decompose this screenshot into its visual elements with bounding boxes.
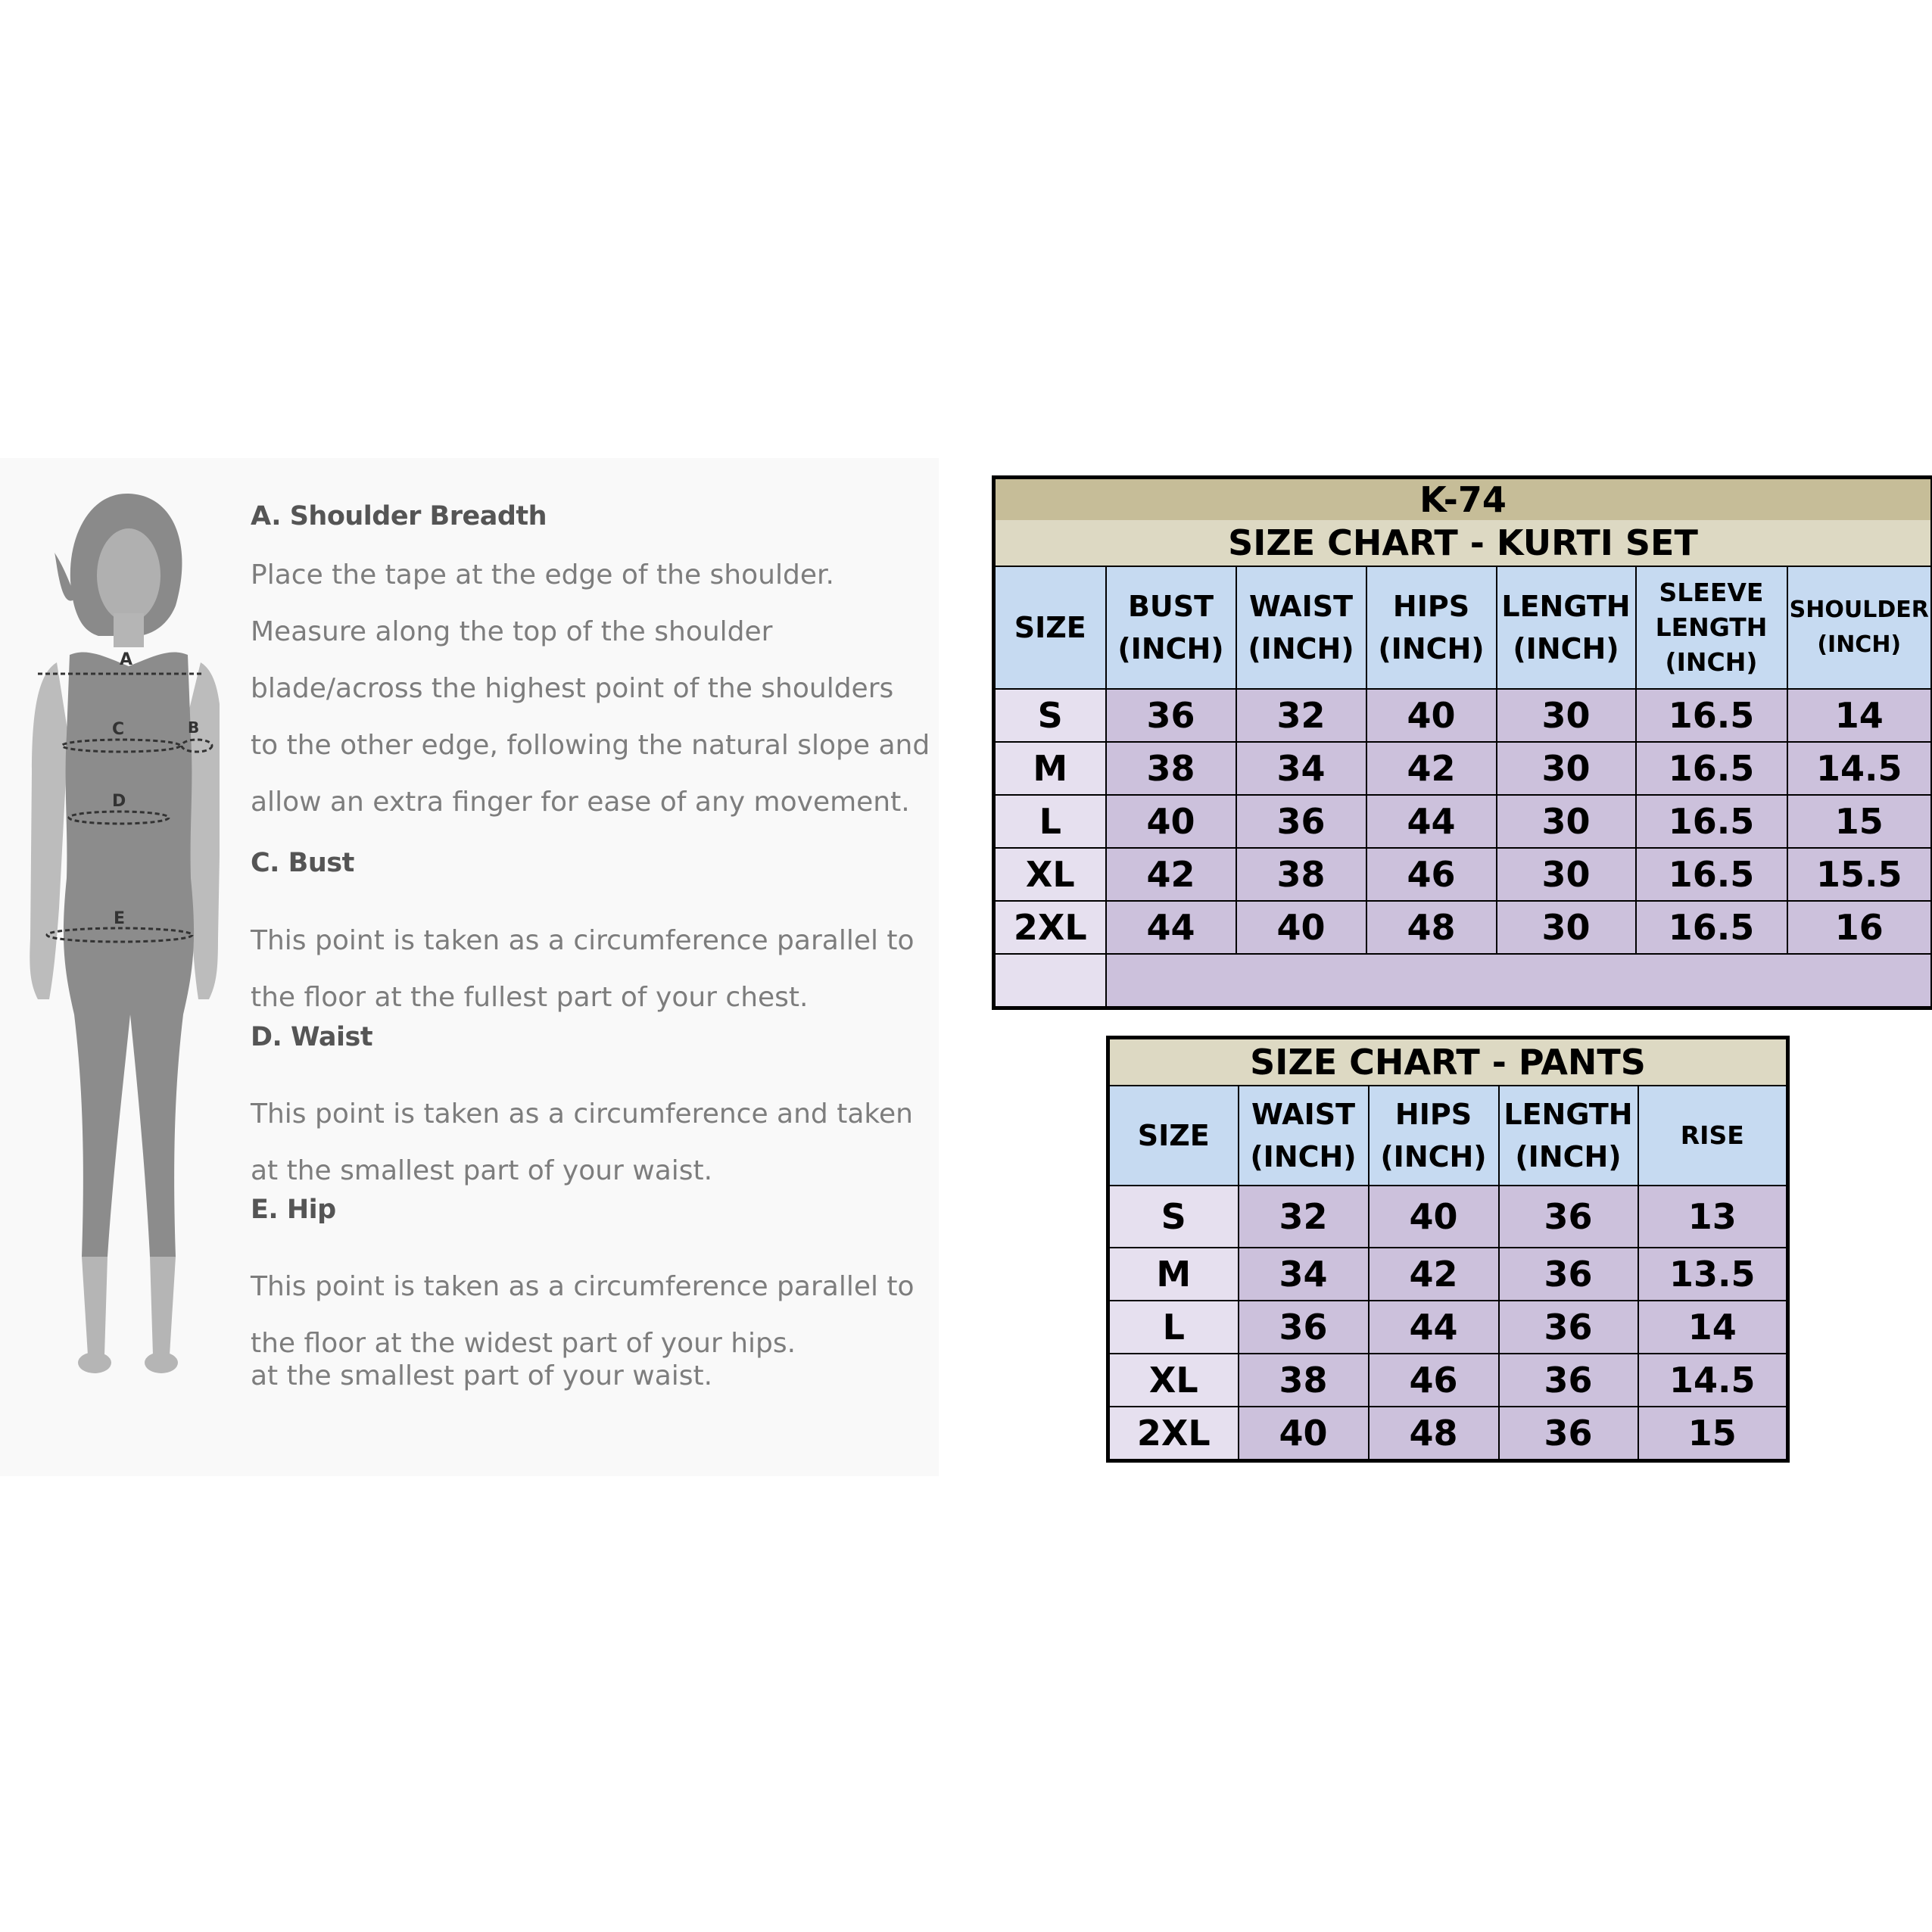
kurti-value-cell: 48 bbox=[1366, 901, 1497, 954]
kurti-value-cell: 16.5 bbox=[1636, 742, 1787, 795]
pants-value-cell: 13 bbox=[1638, 1186, 1788, 1248]
kurti-row bbox=[994, 848, 1932, 901]
pants-value-cell: 34 bbox=[1239, 1248, 1369, 1301]
pants-value-cell: 14 bbox=[1638, 1301, 1788, 1354]
kurti-value-cell: 16.5 bbox=[1636, 795, 1787, 848]
kurti-value-cell: 34 bbox=[1236, 742, 1366, 795]
pants-value-cell: 36 bbox=[1499, 1407, 1638, 1461]
pants-value-cell: 42 bbox=[1369, 1248, 1499, 1301]
kurti-size-cell: S bbox=[994, 689, 1106, 742]
pants-header-size: SIZE bbox=[1108, 1086, 1239, 1186]
kurti-size-cell: XL bbox=[994, 848, 1106, 901]
pants-value-cell: 36 bbox=[1499, 1186, 1638, 1248]
kurti-size-chart bbox=[992, 475, 1932, 1010]
pants-value-cell: 36 bbox=[1499, 1354, 1638, 1407]
pants-header-rise: RISE bbox=[1638, 1086, 1788, 1186]
body-figure-illustration bbox=[15, 485, 220, 1378]
hip-heading: E. Hip bbox=[251, 1195, 336, 1225]
pants-value-cell: 38 bbox=[1239, 1354, 1369, 1407]
kurti-value-cell: 44 bbox=[1106, 901, 1236, 954]
kurti-value-cell: 36 bbox=[1236, 795, 1366, 848]
kurti-empty-row bbox=[994, 954, 1932, 1008]
pants-value-cell: 36 bbox=[1499, 1301, 1638, 1354]
kurti-row bbox=[994, 901, 1932, 954]
kurti-code: K-74 bbox=[994, 478, 1932, 521]
pants-row bbox=[1108, 1407, 1788, 1461]
pants-value-cell: 32 bbox=[1239, 1186, 1369, 1248]
kurti-value-cell: 30 bbox=[1497, 795, 1636, 848]
kurti-header-bust: BUST (INCH) bbox=[1106, 566, 1236, 689]
bust-text: This point is taken as a circumference parallel to the floor at the fullest part of your chest. bbox=[251, 925, 915, 1013]
pants-value-cell: 36 bbox=[1499, 1248, 1638, 1301]
kurti-value-cell: 14 bbox=[1787, 689, 1932, 742]
kurti-empty-size-cell bbox=[994, 954, 1106, 1008]
kurti-header-waist: WAIST (INCH) bbox=[1236, 566, 1366, 689]
kurti-value-cell: 30 bbox=[1497, 901, 1636, 954]
pants-row bbox=[1108, 1248, 1788, 1301]
pants-value-cell: 14.5 bbox=[1638, 1354, 1788, 1407]
kurti-value-cell: 16.5 bbox=[1636, 848, 1787, 901]
pants-header-row bbox=[1108, 1086, 1788, 1186]
kurti-header-row bbox=[994, 566, 1932, 689]
pants-value-cell: 44 bbox=[1369, 1301, 1499, 1354]
kurti-empty-value-cell bbox=[1106, 954, 1932, 1008]
figure-right-leg bbox=[150, 1257, 176, 1355]
kurti-value-cell: 30 bbox=[1497, 689, 1636, 742]
kurti-value-cell: 32 bbox=[1236, 689, 1366, 742]
kurti-value-cell: 38 bbox=[1106, 742, 1236, 795]
kurti-value-cell: 40 bbox=[1366, 689, 1497, 742]
shoulder-breadth-heading: A. Shoulder Breadth bbox=[251, 501, 547, 531]
waist-heading: D. Waist bbox=[251, 1022, 373, 1052]
kurti-value-cell: 36 bbox=[1106, 689, 1236, 742]
kurti-title: SIZE CHART - KURTI SET bbox=[994, 520, 1932, 566]
kurti-value-cell: 30 bbox=[1497, 848, 1636, 901]
kurti-header-sleeve: SLEEVE LENGTH (INCH) bbox=[1636, 566, 1787, 689]
kurti-size-cell: L bbox=[994, 795, 1106, 848]
kurti-value-cell: 30 bbox=[1497, 742, 1636, 795]
pants-row bbox=[1108, 1186, 1788, 1248]
pants-header-length: LENGTH (INCH) bbox=[1499, 1086, 1638, 1186]
figure-left-leg bbox=[82, 1257, 108, 1355]
kurti-value-cell: 42 bbox=[1366, 742, 1497, 795]
figure-right-foot bbox=[145, 1352, 178, 1373]
kurti-value-cell: 44 bbox=[1366, 795, 1497, 848]
kurti-size-cell: M bbox=[994, 742, 1106, 795]
kurti-value-cell: 16.5 bbox=[1636, 689, 1787, 742]
kurti-header-shoulder: SHOULDER (INCH) bbox=[1787, 566, 1932, 689]
pants-value-cell: 40 bbox=[1239, 1407, 1369, 1461]
pants-header-waist: WAIST (INCH) bbox=[1239, 1086, 1369, 1186]
pants-value-cell: 15 bbox=[1638, 1407, 1788, 1461]
pants-value-cell: 40 bbox=[1369, 1186, 1499, 1248]
pants-row bbox=[1108, 1301, 1788, 1354]
kurti-header-size: SIZE bbox=[994, 566, 1106, 689]
kurti-value-cell: 14.5 bbox=[1787, 742, 1932, 795]
pants-size-cell: XL bbox=[1108, 1354, 1239, 1407]
kurti-size-cell: 2XL bbox=[994, 901, 1106, 954]
bust-heading: C. Bust bbox=[251, 848, 354, 878]
figure-outfit bbox=[64, 652, 194, 1257]
figure-label-c: C bbox=[112, 720, 125, 739]
pants-row bbox=[1108, 1354, 1788, 1407]
pants-value-cell: 36 bbox=[1239, 1301, 1369, 1354]
figure-left-arm bbox=[30, 662, 68, 999]
kurti-header-hips: HIPS (INCH) bbox=[1366, 566, 1497, 689]
hip-text-extra: at the smallest part of your waist. bbox=[251, 1360, 713, 1391]
kurti-value-cell: 40 bbox=[1106, 795, 1236, 848]
hip-text: This point is taken as a circumference parallel to the floor at the widest part of your hips. bbox=[251, 1271, 915, 1359]
kurti-value-cell: 38 bbox=[1236, 848, 1366, 901]
kurti-value-cell: 16.5 bbox=[1636, 901, 1787, 954]
figure-neck bbox=[114, 613, 144, 647]
pants-title: SIZE CHART - PANTS bbox=[1108, 1038, 1788, 1086]
figure-label-d: D bbox=[112, 792, 126, 811]
waist-text: This point is taken as a circumference and taken at the smallest part of your waist. bbox=[251, 1098, 913, 1186]
kurti-value-cell: 15.5 bbox=[1787, 848, 1932, 901]
figure-label-e: E bbox=[114, 909, 126, 928]
shoulder-breadth-text: Place the tape at the edge of the shoulder. Measure along the top of the shoulder blade/across the highest point of the shoulders to the other edge, following the natural slope and allow an extra finger for ease of any movement. bbox=[251, 559, 930, 818]
pants-value-cell: 48 bbox=[1369, 1407, 1499, 1461]
figure-face bbox=[97, 528, 160, 622]
pants-size-cell: 2XL bbox=[1108, 1407, 1239, 1461]
pants-size-cell: L bbox=[1108, 1301, 1239, 1354]
pants-size-cell: M bbox=[1108, 1248, 1239, 1301]
kurti-value-cell: 40 bbox=[1236, 901, 1366, 954]
figure-label-a: A bbox=[120, 650, 133, 669]
kurti-row bbox=[994, 742, 1932, 795]
figure-left-foot bbox=[78, 1352, 111, 1373]
pants-header-hips: HIPS (INCH) bbox=[1369, 1086, 1499, 1186]
kurti-value-cell: 16 bbox=[1787, 901, 1932, 954]
kurti-value-cell: 46 bbox=[1366, 848, 1497, 901]
pants-value-cell: 13.5 bbox=[1638, 1248, 1788, 1301]
kurti-row bbox=[994, 795, 1932, 848]
kurti-row bbox=[994, 689, 1932, 742]
pants-value-cell: 46 bbox=[1369, 1354, 1499, 1407]
pants-size-chart bbox=[1106, 1036, 1790, 1463]
kurti-value-cell: 15 bbox=[1787, 795, 1932, 848]
figure-label-b: B bbox=[188, 718, 200, 737]
pants-size-cell: S bbox=[1108, 1186, 1239, 1248]
kurti-value-cell: 42 bbox=[1106, 848, 1236, 901]
kurti-header-length: LENGTH (INCH) bbox=[1497, 566, 1636, 689]
